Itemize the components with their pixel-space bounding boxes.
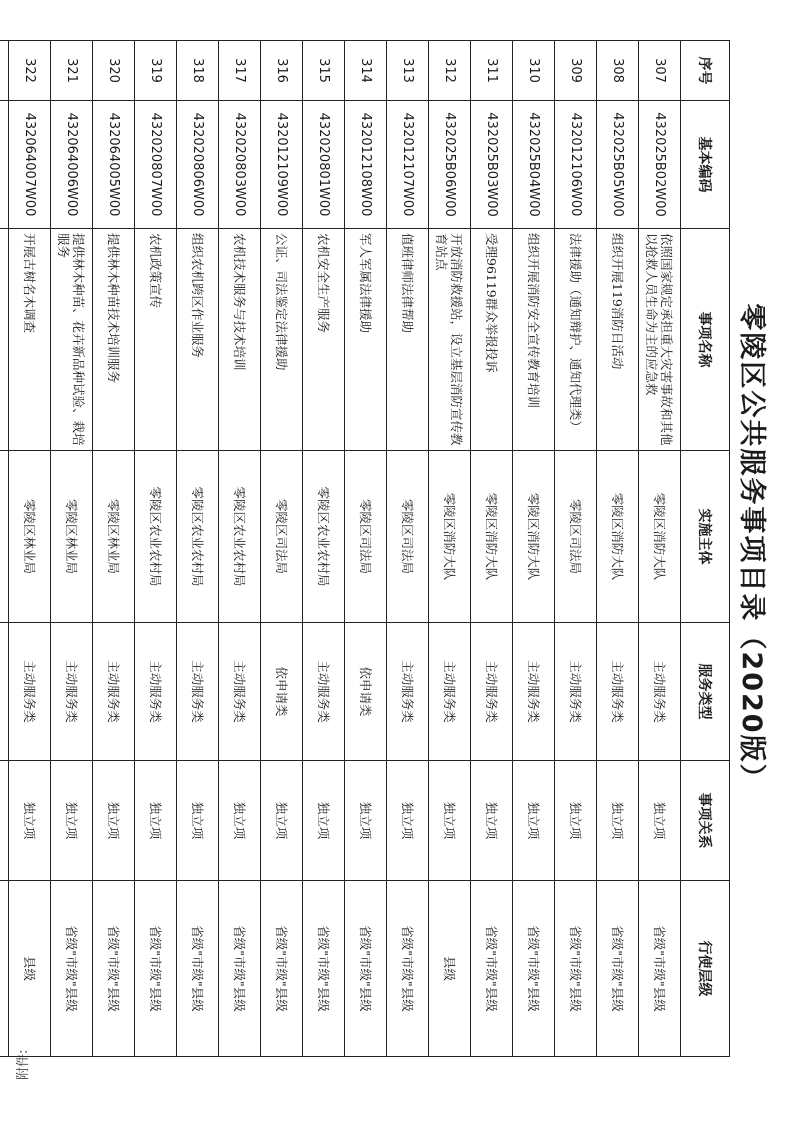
cell-code: 432064005W00 [93, 101, 135, 229]
cell-type: 主动服务类 [471, 623, 513, 761]
cell-no: 312 [429, 41, 471, 101]
cell-name: 公证、司法鉴定法律援助 [261, 229, 303, 451]
cell-code: 432025B06W00 [429, 101, 471, 229]
cell-name: 组织开展消防安全宣传教育培训 [513, 229, 555, 451]
table-row [51, 41, 93, 1057]
cell-level: 省级"市级"县级 [471, 881, 513, 1057]
cell-code: 432064006W00 [51, 101, 93, 229]
cell-relation: 独立项 [513, 761, 555, 881]
cell-subject: 零陵区司法局 [345, 451, 387, 623]
cell-type: 主动服务类 [51, 623, 93, 761]
cell-relation: 独立项 [93, 761, 135, 881]
services-table [0, 40, 730, 1057]
cell-level: 县级 [429, 881, 471, 1057]
cell-name: 提供林木种苗、花卉新品种试验、栽培服务 [51, 229, 93, 451]
cell-subject: 零陵区消防大队 [513, 451, 555, 623]
cell-relation: 独立项 [639, 761, 681, 881]
rotated-document [22, 40, 780, 1056]
cell-code: 432025B05W00 [597, 101, 639, 229]
cell-relation: 独立项 [429, 761, 471, 881]
header-code: 基本编码 [681, 101, 730, 229]
cell-relation: 独立项 [387, 761, 429, 881]
cell-code: 432020806W00 [177, 101, 219, 229]
cell-name: 受理96119群众举报投诉 [471, 229, 513, 451]
cell-relation: 独立项 [471, 761, 513, 881]
cell-type: 主动服务类 [93, 623, 135, 761]
cell-subject: 零陵区农业农村局 [177, 451, 219, 623]
cell-no: 308 [597, 41, 639, 101]
header-subject: 实施主体 [681, 451, 730, 623]
table-row [9, 41, 51, 1057]
cell-code: 432020801W00 [303, 101, 345, 229]
table-row [93, 41, 135, 1057]
cell-level: 省级"市级"县级 [513, 881, 555, 1057]
cell-level: 省级"市级"县级 [597, 881, 639, 1057]
cell-name: 农机安全生产服务 [303, 229, 345, 451]
cell-code: 432012106W00 [555, 101, 597, 229]
cell-no: 317 [219, 41, 261, 101]
cell-subject: 零陵区消防大队 [429, 451, 471, 623]
cell-level: 省级"市级"县级 [555, 881, 597, 1057]
cell-subject: 零陵区农业农村局 [219, 451, 261, 623]
cell-relation [0, 761, 9, 881]
table-header-row [681, 41, 730, 1057]
cell-code: 432025B02W00 [639, 101, 681, 229]
cell-code [0, 101, 9, 229]
cell-type: 主动服务类 [555, 623, 597, 761]
cell-type: 主动服务类 [219, 623, 261, 761]
cell-level: 省级"市级"县级 [261, 881, 303, 1057]
table-row [303, 41, 345, 1057]
cell-subject: 零陵区消防大队 [597, 451, 639, 623]
cell-name: 军人军属法律援助 [345, 229, 387, 451]
cell-no: 321 [51, 41, 93, 101]
cell-relation: 独立项 [345, 761, 387, 881]
cell-no: 313 [387, 41, 429, 101]
header-level: 行使层级 [681, 881, 730, 1057]
cell-no: 322 [9, 41, 51, 101]
header-name: 事项名称 [681, 229, 730, 451]
cell-name: 法律援助（通知辩护、通知代理类） [555, 229, 597, 451]
cell-name: 组织开展119消防日活动 [597, 229, 639, 451]
cell-name: 提供林木种苗技术培训服务 [93, 229, 135, 451]
cell-subject: 零陵区林业局 [51, 451, 93, 623]
cell-level: 省级"市级"县级 [93, 881, 135, 1057]
cell-relation: 独立项 [261, 761, 303, 881]
cell-code: 432012109W00 [261, 101, 303, 229]
cell-no: 311 [471, 41, 513, 101]
cell-level: 省级"市级"县级 [639, 881, 681, 1057]
cell-type: 主动服务类 [135, 623, 177, 761]
table-row [597, 41, 639, 1057]
cell-type: 主动服务类 [639, 623, 681, 761]
table-row [387, 41, 429, 1057]
cell-code: 432012107W00 [387, 101, 429, 229]
cell-subject: 零陵区林业局 [93, 451, 135, 623]
table-row [261, 41, 303, 1057]
table-row [513, 41, 555, 1057]
table-row [135, 41, 177, 1057]
cell-no [0, 41, 9, 101]
table-row [345, 41, 387, 1057]
cell-level: 省级"市级"县级 [51, 881, 93, 1057]
cell-code: 432020803W00 [219, 101, 261, 229]
cell-type: 依申请类 [345, 623, 387, 761]
cell-type: 主动服务类 [387, 623, 429, 761]
cell-no: 318 [177, 41, 219, 101]
table-row [177, 41, 219, 1057]
cell-type [0, 623, 9, 761]
cell-level: 县级 [9, 881, 51, 1057]
cell-level: 省级"市级"县级 [177, 881, 219, 1057]
table-row [639, 41, 681, 1057]
table-row [429, 41, 471, 1057]
cell-type: 主动服务类 [597, 623, 639, 761]
page-title: 零陵区公共服务事项目录（2020版） [736, 303, 768, 793]
cell-code: 432020807W00 [135, 101, 177, 229]
cell-type: 主动服务类 [177, 623, 219, 761]
cell-level: 省级"市级"县级 [135, 881, 177, 1057]
cell-subject: 零陵区司法局 [387, 451, 429, 623]
cell-level [0, 881, 9, 1057]
cell-type: 主动服务类 [513, 623, 555, 761]
cell-subject: 零陵区林业局 [9, 451, 51, 623]
cell-relation: 独立项 [135, 761, 177, 881]
cell-code: 432025B04W00 [513, 101, 555, 229]
header-relation: 事项关系 [681, 761, 730, 881]
cell-level: 省级"市级"县级 [303, 881, 345, 1057]
cell-no: 310 [513, 41, 555, 101]
cell-relation: 独立项 [9, 761, 51, 881]
cell-subject [0, 451, 9, 623]
table-row [471, 41, 513, 1057]
cell-subject: 零陵区农业农村局 [303, 451, 345, 623]
cell-level: 省级"市级"县级 [345, 881, 387, 1057]
attachment-label: 附件: [16, 1049, 31, 1080]
cell-no: 314 [345, 41, 387, 101]
cell-subject: 零陵区农业农村局 [135, 451, 177, 623]
header-type: 服务类型 [681, 623, 730, 761]
cell-name: 开展古树名木调查 [9, 229, 51, 451]
cell-subject: 零陵区司法局 [555, 451, 597, 623]
cell-relation: 独立项 [555, 761, 597, 881]
cell-subject: 零陵区司法局 [261, 451, 303, 623]
cell-relation: 独立项 [303, 761, 345, 881]
cell-relation: 独立项 [597, 761, 639, 881]
cell-name: 值班律师法律帮助 [387, 229, 429, 451]
cell-type: 主动服务类 [429, 623, 471, 761]
cell-relation: 独立项 [219, 761, 261, 881]
header-no: 序号 [681, 41, 730, 101]
cell-code: 432012108W00 [345, 101, 387, 229]
cell-no: 316 [261, 41, 303, 101]
cell-no: 309 [555, 41, 597, 101]
cell-type: 主动服务类 [9, 623, 51, 761]
cell-name: 农机政策宣传 [135, 229, 177, 451]
cell-type: 主动服务类 [303, 623, 345, 761]
cell-no: 320 [93, 41, 135, 101]
table-row [219, 41, 261, 1057]
cell-level: 省级"市级"县级 [387, 881, 429, 1057]
cell-name: 开放消防救援站，设立基层消防宣传教育站点 [429, 229, 471, 451]
cell-relation: 独立项 [177, 761, 219, 881]
cell-no: 307 [639, 41, 681, 101]
table-body [0, 41, 681, 1057]
cell-subject: 零陵区消防大队 [639, 451, 681, 623]
cell-name: 组织农机跨区作业服务 [177, 229, 219, 451]
cell-relation: 独立项 [51, 761, 93, 881]
cell-name: 依照国家规定承担重大灾害事故和其他以抢救人员生命为主的应急救 [639, 229, 681, 451]
cell-no: 315 [303, 41, 345, 101]
cell-level: 省级"市级"县级 [219, 881, 261, 1057]
cell-type: 依申请类 [261, 623, 303, 761]
table-row [0, 41, 9, 1057]
cell-code: 432064007W00 [9, 101, 51, 229]
table-row [555, 41, 597, 1057]
cell-subject: 零陵区消防大队 [471, 451, 513, 623]
cell-code: 432025B03W00 [471, 101, 513, 229]
cell-no: 319 [135, 41, 177, 101]
cell-name: 农机技术服务与技术培训 [219, 229, 261, 451]
cell-name [0, 229, 9, 451]
